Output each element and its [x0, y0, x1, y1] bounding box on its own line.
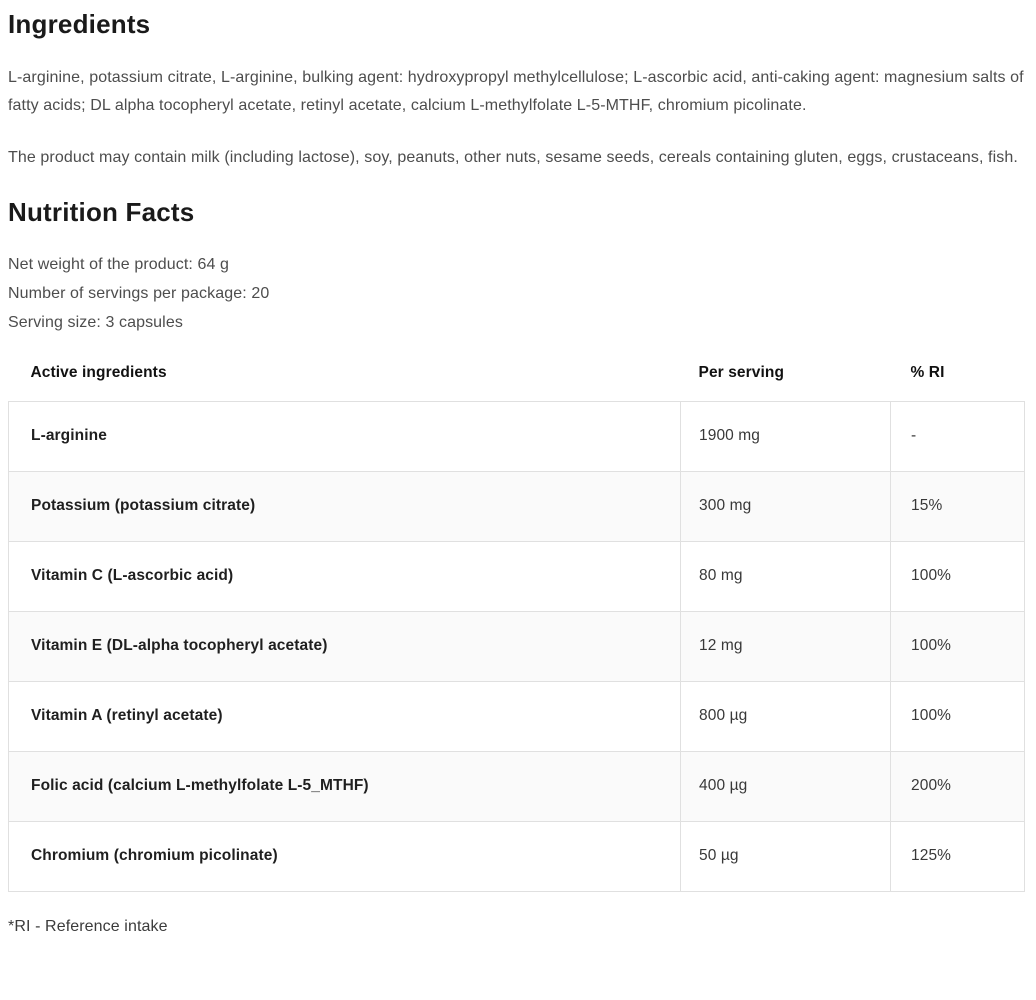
ri-footnote: *RI - Reference intake [8, 917, 168, 935]
table-row [9, 541, 1025, 611]
net-weight-line: Net weight of the product: 64 g [8, 256, 230, 273]
per-serving-value-cell: 12 mg [681, 611, 891, 681]
ingredients-description: L-arginine, potassium citrate, L-arginine, bulking agent: hydroxypropyl methylcellulose; L-ascorbic acid, anti-caking agent: magnesium salts of fatty acids; DL alpha tocopheryl acetate, retinyl acetate, calcium L-methylfolate L-5-MTHF, chromium picolinate. [8, 69, 1024, 114]
ri-value-cell: 100% [891, 541, 1025, 611]
nutrition-table [8, 346, 1025, 892]
per-serving-value-cell: 800 µg [681, 681, 891, 751]
header-per-serving: Per serving [698, 364, 785, 382]
per-serving-value-cell: 80 mg [681, 541, 891, 611]
table-row [9, 821, 1025, 891]
ingredients-section [8, 8, 1025, 172]
ingredients-title: Ingredients [8, 9, 151, 39]
ingredient-name-cell: Vitamin A (retinyl acetate) [9, 681, 681, 751]
nutrition-table-header [9, 346, 1025, 401]
table-row [9, 681, 1025, 751]
allergen-note: The product may contain milk (including lactose), soy, peanuts, other nuts, sesame seeds, cereals containing gluten, eggs, crustaceans, fish. [8, 149, 1018, 166]
ri-value-cell: - [891, 401, 1025, 471]
ri-value-cell: 200% [891, 751, 1025, 821]
nutrition-facts-title: Nutrition Facts [8, 197, 195, 227]
table-row [9, 471, 1025, 541]
ingredient-name-cell: Chromium (chromium picolinate) [9, 821, 681, 891]
header-active-ingredients: Active ingredients [30, 364, 167, 382]
serving-info [8, 250, 1025, 337]
per-serving-value-cell: 50 µg [681, 821, 891, 891]
ingredient-name-cell: Folic acid (calcium L-methylfolate L-5_MTHF) [9, 751, 681, 821]
servings-per-package-line: Number of servings per package: 20 [8, 285, 270, 302]
per-serving-value-cell: 400 µg [681, 751, 891, 821]
ingredient-name-cell: L-arginine [9, 401, 681, 471]
ingredient-name-cell: Vitamin E (DL-alpha tocopheryl acetate) [9, 611, 681, 681]
table-row [9, 751, 1025, 821]
ri-value-cell: 125% [891, 821, 1025, 891]
ri-value-cell: 100% [891, 611, 1025, 681]
ri-value-cell: 15% [891, 471, 1025, 541]
per-serving-value-cell: 300 mg [681, 471, 891, 541]
header-ri: % RI [910, 364, 945, 382]
nutrition-table-body [9, 401, 1025, 891]
ingredient-name-cell: Vitamin C (L-ascorbic acid) [9, 541, 681, 611]
ingredient-name-cell: Potassium (potassium citrate) [9, 471, 681, 541]
per-serving-value-cell: 1900 mg [681, 401, 891, 471]
header-row [9, 346, 1025, 401]
nutrition-facts-section [8, 196, 1025, 936]
table-row [9, 401, 1025, 471]
table-row [9, 611, 1025, 681]
serving-size-line: Serving size: 3 capsules [8, 314, 183, 331]
ri-value-cell: 100% [891, 681, 1025, 751]
